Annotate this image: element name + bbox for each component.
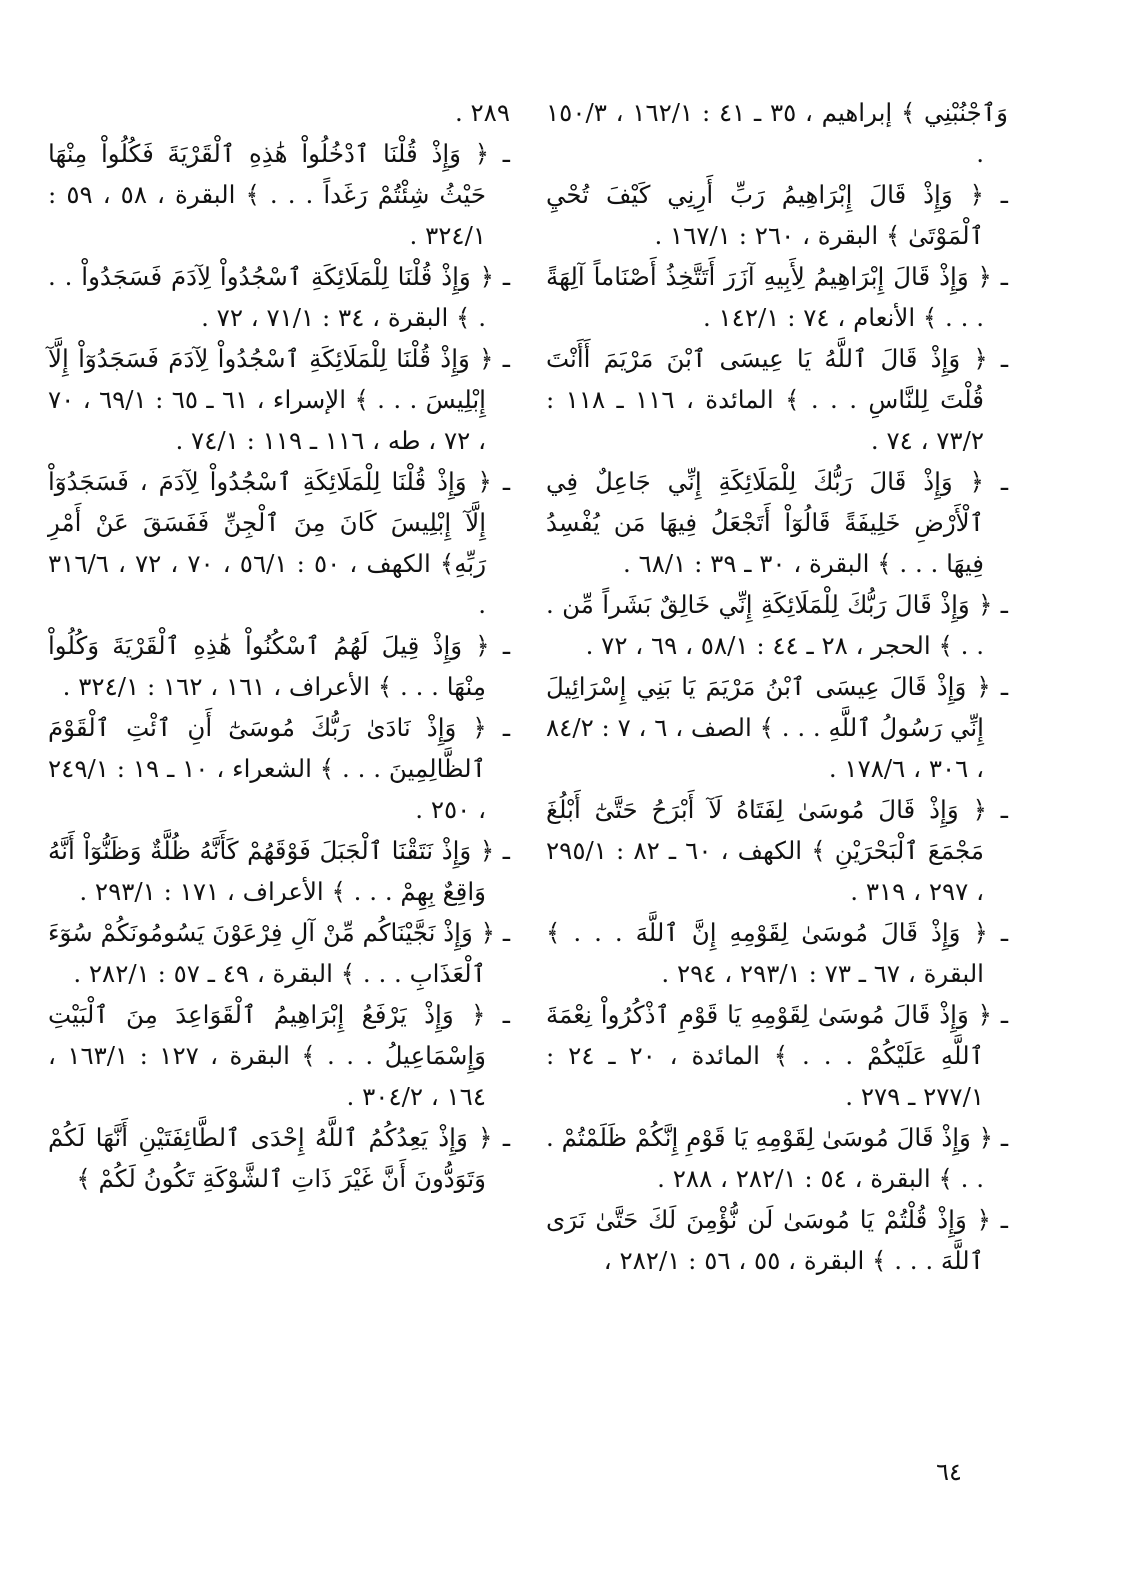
index-entry: ـ ﴿ وَإِذْ قَالَ عِيسَى ٱبْنُ مَرْيَمَ يَا بَنِي إِسْرَائِيلَ إِنِّي رَسُولُ ٱللَّهِ . . . ﴾ الصف ، ٦ ، ٧ : ٨٤/٢ ، ٣٠٦ ، ١٧٨/٦ . bbox=[546, 672, 1008, 783]
page-number: ٦٤ bbox=[936, 1458, 962, 1486]
index-entry: ـ ﴿ وَإِذْ نَادَىٰ رَبُّكَ مُوسَىٰٓ أَنِ ٱئْتِ ٱلْقَوْمَ ٱلظَّالِمِينَ . . . ﴾ الشعراء ، ١٠ ـ ١٩ : ٢٤٩/١ ، ٢٥٠ . bbox=[48, 713, 510, 824]
index-entry: ـ ﴿ وَإِذْ قَالَ مُوسَىٰ لِفَتَاهُ لَآ أَبْرَحُ حَتَّىٰٓ أَبْلُغَ مَجْمَعَ ٱلْبَحْرَيْنِ ﴾ الكهف ، ٦٠ ـ ٨٢ : ٢٩٥/١ ، ٢٩٧ ، ٣١٩ . bbox=[546, 795, 1008, 906]
index-entry: ـ ﴿ وَإِذْ قَالَ مُوسَىٰ لِقَوْمِهِ إِنَّ ٱللَّهَ . . . ﴾ البقرة ، ٦٧ ـ ٧٣ : ٢٩٣/١ ، ٢٩٤ . bbox=[546, 918, 1008, 988]
index-entry: ـ ﴿ وَإِذْ قِيلَ لَهُمُ ٱسْكُنُواْ هَٰذِهِ ٱلْقَرْيَةَ وَكُلُواْ مِنْهَا . . . ﴾ الأعراف ، ١٦١ ، ١٦٢ : ٣٢٤/١ . bbox=[48, 631, 510, 701]
index-entry: ـ ﴿ وَإِذْ قُلْنَا لِلْمَلَائِكَةِ ٱسْجُدُواْ لِآدَمَ فَسَجَدُواْ . . . ﴾ البقرة ، ٣٤ : ٧١/١ ، ٧٢ . bbox=[48, 262, 510, 332]
index-entry: ـ ﴿ وَإِذْ قَالَ إِبْرَاهِيمُ رَبِّ أَرِنِي كَيْفَ تُحْيِ ٱلْمَوْتَىٰ ﴾ البقرة ، ٢٦٠ : ١٦٧/١ . bbox=[546, 180, 1008, 250]
index-entry: ـ ﴿ وَإِذْ قَالَ مُوسَىٰ لِقَوْمِهِ يَا قَوْمِ إِنَّكُمْ ظَلَمْتُمْ . . . ﴾ البقرة ، ٥٤ : ٢٨٢/١ ، ٢٨٨ . bbox=[546, 1123, 1008, 1193]
index-entry: وَٱجْنُبْنِي ﴾ إبراهيم ، ٣٥ ـ ٤١ : ١٦٢/١ ، ١٥٠/٣ . bbox=[546, 98, 1008, 168]
index-entry: ـ ﴿ وَإِذْ قُلْنَا لِلْمَلَائِكَةِ ٱسْجُدُواْ لِآدَمَ ، فَسَجَدُوٓاْ إِلَّآ إِبْلِيسَ كَانَ مِنَ ٱلْجِنِّ فَفَسَقَ عَنْ أَمْرِ رَبِّهِ﴾ الكهف ، ٥٠ : ٥٦/١ ، ٧٠ ، ٧٢ ، ٣١٦/٦ . bbox=[48, 467, 510, 619]
index-column-right bbox=[546, 92, 1008, 1281]
index-entry: ٢٨٩ . bbox=[454, 98, 510, 127]
index-entry: ـ ﴿ وَإِذْ قُلْنَا ٱدْخُلُواْ هَٰذِهِ ٱلْقَرْيَةَ فَكُلُواْ مِنْهَا حَيْثُ شِئْتُمْ رَغَداً . . . ﴾ البقرة ، ٥٨ ، ٥٩ : ٣٢٤/١ . bbox=[48, 139, 510, 250]
index-entry: ـ ﴿ وَإِذْ قَالَ رَبُّكَ لِلْمَلَائِكَةِ إِنِّي جَاعِلٌ فِي ٱلْأَرْضِ خَلِيفَةً قَالُوٓاْ أَتَجْعَلُ فِيهَا مَن يُفْسِدُ فِيهَا . . . ﴾ البقرة ، ٣٠ ـ ٣٩ : ٦٨/١ . bbox=[546, 467, 1008, 578]
index-entry: ـ ﴿ وَإِذْ قَالَ رَبُّكَ لِلْمَلَائِكَةِ إِنِّي خَالِقٌ بَشَراً مِّن . . . ﴾ الحجر ، ٢٨ ـ ٤٤ : ٥٨/١ ، ٦٩ ، ٧٢ . bbox=[546, 590, 1008, 660]
index-entry: ـ ﴿ وَإِذْ قُلْتُمْ يَا مُوسَىٰ لَن نُّؤْمِنَ لَكَ حَتَّىٰ نَرَى ٱللَّهَ . . . ﴾ البقرة ، ٥٥ ، ٥٦ : ٢٨٢/١ ، bbox=[546, 1205, 1008, 1275]
index-entry: ـ ﴿ وَإِذْ قُلْنَا لِلْمَلَائِكَةِ ٱسْجُدُواْ لِآدَمَ فَسَجَدُوٓاْ إِلَّآ إِبْلِيسَ . . . ﴾ الإسراء ، ٦١ ـ ٦٥ : ٦٩/١ ، ٧٠ ، ٧٢ ، طه ، ١١٦ ـ ١١٩ : ٧٤/١ . bbox=[48, 344, 510, 455]
index-entry: ـ ﴿ وَإِذْ يَعِدُكُمُ ٱللَّهُ إِحْدَى ٱلطَّائِفَتَيْنِ أَنَّهَا لَكُمْ وَتَوَدُّونَ أَنَّ غَيْرَ ذَاتِ ٱلشَّوْكَةِ تَكُونُ لَكُمْ ﴾ bbox=[48, 1123, 510, 1193]
index-column-left bbox=[48, 92, 510, 1199]
index-entry: ـ ﴿ وَإِذْ قَالَ إِبْرَاهِيمُ لِأَبِيهِ آزَرَ أَتَتَّخِذُ أَصْنَاماً آلِهَةً . . . ﴾ الأنعام ، ٧٤ : ١٤٢/١ . bbox=[546, 262, 1008, 332]
index-entry: ـ ﴿ وَإِذْ يَرْفَعُ إِبْرَاهِيمُ ٱلْقَوَاعِدَ مِنَ ٱلْبَيْتِ وَإِسْمَاعِيلُ . . . ﴾ البقرة ، ١٢٧ : ١٦٣/١ ، ١٦٤ ، ٣٠٤/٢ . bbox=[48, 1000, 510, 1111]
index-entry: ـ ﴿ وَإِذْ نَتَقْنَا ٱلْجَبَلَ فَوْقَهُمْ كَأَنَّهُ ظُلَّةٌ وَظَنُّوٓاْ أَنَّهُ وَاقِعٌ بِهِمْ . . . ﴾ الأعراف ، ١٧١ : ٢٩٣/١ . bbox=[48, 836, 510, 906]
index-entry: ـ ﴿ وَإِذْ نَجَّيْنَاكُم مِّنْ آلِ فِرْعَوْنَ يَسُومُونَكُمْ سُوٓءَ ٱلْعَذَابِ . . . ﴾ البقرة ، ٤٩ ـ ٥٧ : ٢٨٢/١ . bbox=[48, 918, 510, 988]
index-entry: ـ ﴿ وَإِذْ قَالَ ٱللَّهُ يَا عِيسَى ٱبْنَ مَرْيَمَ أَأَنْتَ قُلْتَ لِلنَّاسِ . . . ﴾ المائدة ، ١١٦ ـ ١١٨ : ٧٣/٢ ، ٧٤ . bbox=[546, 344, 1008, 455]
index-entry: ـ ﴿ وَإِذْ قَالَ مُوسَىٰ لِقَوْمِهِ يَا قَوْمِ ٱذْكُرُواْ نِعْمَةَ ٱللَّهِ عَلَيْكُمْ . . . ﴾ المائدة ، ٢٠ ـ ٢٤ : ٢٧٧/١ ـ ٢٧٩ . bbox=[546, 1000, 1008, 1111]
